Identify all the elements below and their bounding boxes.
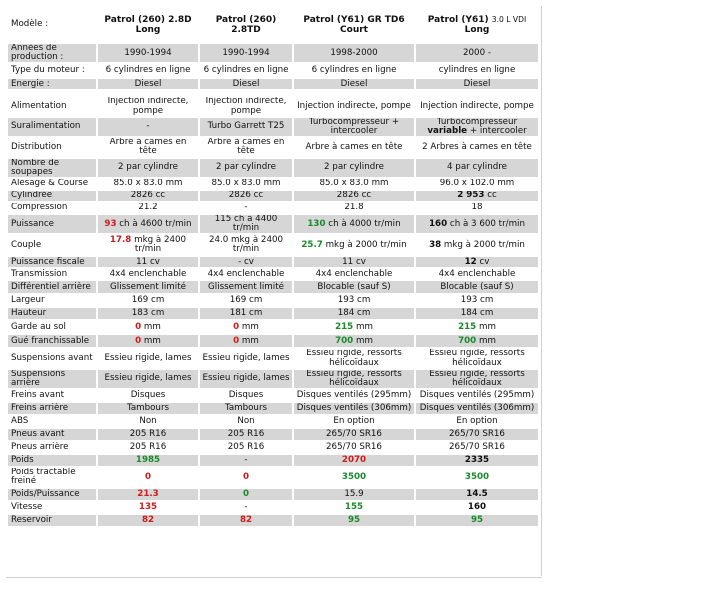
model-sub: Court: [340, 25, 368, 35]
value-text: mm: [239, 321, 259, 332]
spec-value: 2 par cylindre: [294, 159, 414, 177]
spec-label: Différentiel arrière: [8, 281, 96, 293]
highlight-value: 2335: [464, 455, 490, 466]
spec-row: [8, 455, 538, 466]
model-4-header: [416, 8, 538, 42]
highlight-value: 0: [233, 321, 240, 332]
spec-value: Tambours: [98, 403, 198, 414]
spec-value: Diesel: [200, 79, 292, 89]
spec-value: 4x4 enclenchable: [416, 269, 538, 279]
value-text: cv: [476, 257, 490, 267]
model-name: Patrol (260): [215, 15, 277, 25]
header-label: Modèle :: [8, 8, 96, 42]
spec-value: Injection indirecte, pompe: [294, 97, 414, 115]
spec-row: [8, 390, 538, 401]
spec-value: [416, 321, 538, 333]
model-name: Patrol (Y61): [427, 15, 489, 25]
spec-value: [98, 321, 198, 333]
spec-row: [8, 191, 538, 201]
spec-value: -: [98, 118, 198, 136]
spec-value: 205 R16: [98, 442, 198, 453]
spec-value: [416, 335, 538, 347]
highlight-value: 160: [467, 501, 487, 512]
spec-value: Non: [200, 416, 292, 427]
spec-label: Transmission: [8, 269, 96, 279]
spec-label: Largeur: [8, 295, 96, 306]
highlight-value: 0: [135, 335, 142, 346]
spec-value: Essieu rigide, ressorts hélicoïdaux: [294, 370, 414, 388]
spec-value: Disques ventilés (306mm): [294, 403, 414, 414]
value-text: ch à 4600 tr/min: [116, 218, 192, 229]
spec-value: [200, 321, 292, 333]
spec-value: [200, 335, 292, 347]
spec-row: [8, 489, 538, 500]
spec-value: [416, 502, 538, 513]
highlight-value: 95: [470, 514, 484, 525]
highlight-value: -: [244, 501, 248, 512]
highlight-value: 25.7: [301, 239, 323, 250]
spec-value: 2000 -: [416, 44, 538, 62]
spec-label: Garde au sol: [8, 321, 96, 333]
highlight-value: 3500: [341, 471, 367, 482]
highlight-value: 95: [347, 514, 361, 525]
spec-row: [8, 468, 538, 486]
highlight-value: 21.3: [137, 488, 159, 499]
spec-value: 2826 cc: [294, 191, 414, 201]
spec-value: Non: [98, 416, 198, 427]
spec-label: Hauteur: [8, 308, 96, 319]
highlight-value: 3500: [464, 471, 490, 482]
model-spec: GR TD6: [367, 15, 405, 25]
spec-label: Puissance fiscale: [8, 257, 96, 267]
spec-value: - cv: [200, 257, 292, 267]
spec-value: [416, 191, 538, 201]
spec-label: Poids: [8, 455, 96, 466]
spec-value: 2826 cc: [98, 191, 198, 201]
spec-label: Freins arrière: [8, 403, 96, 414]
spec-row: [8, 335, 538, 347]
spec-value: 15.9: [294, 489, 414, 500]
spec-value: 2 par cylindre: [200, 159, 292, 177]
spec-value: Tambours: [200, 403, 292, 414]
highlight-value: 700: [335, 335, 354, 346]
spec-value: 4x4 enclenchable: [200, 269, 292, 279]
spec-value: Diesel: [416, 79, 538, 89]
spec-value: Arbre à cames en tête: [294, 138, 414, 156]
spec-label: Vitesse: [8, 502, 96, 513]
highlight-value: variable: [427, 126, 468, 137]
spec-value: 265/70 SR16: [294, 442, 414, 453]
spec-value: Arbre à cames en tête: [200, 138, 292, 156]
spec-value: Essieu rigide, lames: [98, 370, 198, 388]
model-spec: 2.8D: [168, 15, 192, 25]
spec-value: 4x4 enclenchable: [294, 269, 414, 279]
spec-value: [416, 118, 538, 136]
spec-value: 1990-1994: [98, 44, 198, 62]
spec-value: [294, 321, 414, 333]
spec-label: Alimentation: [8, 97, 96, 115]
spec-value: Essieu rigide, ressorts hélicoïdaux: [416, 370, 538, 388]
spec-value: 4 par cylindre: [416, 159, 538, 177]
comparison-table: [6, 6, 540, 528]
spec-value: Turbocompresseur + intercooler: [294, 118, 414, 136]
spec-label: Reservoir: [8, 515, 96, 526]
spec-sheet: [6, 6, 540, 576]
model-spec: 3.0 L VDI: [491, 15, 527, 24]
highlight-value: 155: [344, 501, 364, 512]
spec-value: 6 cylindres en ligne: [294, 64, 414, 77]
spec-value: Essieu rigide, lames: [200, 370, 292, 388]
spec-label: Compression: [8, 203, 96, 213]
spec-label: Poids/Puissance: [8, 489, 96, 500]
highlight-value: 0: [144, 471, 152, 482]
highlight-value: 0: [242, 471, 250, 482]
spec-value: [416, 489, 538, 500]
spec-value: 265/70 SR16: [416, 429, 538, 440]
spec-row: [8, 235, 538, 255]
spec-value: 11 cv: [98, 257, 198, 267]
model-sub: Long: [135, 25, 161, 35]
spec-value: 265/70 SR16: [294, 429, 414, 440]
value-text: mm: [141, 335, 161, 346]
spec-row: [8, 97, 538, 115]
spec-label: Pneus arrière: [8, 442, 96, 453]
spec-value: 115 ch à 4400 tr/min: [200, 215, 292, 233]
highlight-value: 17.8: [109, 235, 132, 246]
highlight-value: 0: [242, 488, 250, 499]
spec-row: [8, 159, 538, 177]
model-name: Patrol (260): [104, 15, 166, 25]
spec-row: [8, 215, 538, 233]
spec-value: 2 par cylindre: [98, 159, 198, 177]
spec-value: 85.0 x 83.0 mm: [98, 179, 198, 189]
spec-value: Disques: [98, 390, 198, 401]
spec-value: [98, 335, 198, 347]
spec-value: 2826 cc: [200, 191, 292, 201]
comparison-body: [8, 8, 538, 526]
sheet-right-border: [541, 6, 542, 576]
spec-value: 265/70 SR16: [416, 442, 538, 453]
highlight-value: 14.5: [466, 488, 488, 499]
spec-value: [200, 489, 292, 500]
spec-value: [200, 468, 292, 486]
spec-value: Glissement limité: [200, 281, 292, 293]
spec-value: 205 R16: [98, 429, 198, 440]
spec-value: [294, 215, 414, 233]
spec-row: [8, 64, 538, 77]
spec-value: 184 cm: [294, 308, 414, 319]
spec-label: Distribution: [8, 138, 96, 156]
spec-value: [416, 468, 538, 486]
spec-value: [98, 468, 198, 486]
spec-row: [8, 349, 538, 367]
spec-value: cylindres en ligne: [416, 64, 538, 77]
spec-value: Essieu rigide, ressorts hélicoïdaux: [294, 349, 414, 367]
spec-row: [8, 370, 538, 388]
spec-row: [8, 44, 538, 62]
spec-value: Injection indirecte, pompe: [416, 97, 538, 115]
spec-value: Blocable (sauf S): [294, 281, 414, 293]
spec-value: 193 cm: [416, 295, 538, 306]
spec-value: 193 cm: [294, 295, 414, 306]
highlight-value: 2070: [341, 455, 367, 466]
model-3-header: [294, 8, 414, 42]
model-name: Patrol (Y61): [303, 15, 365, 25]
spec-value: [416, 455, 538, 466]
spec-row: [8, 502, 538, 513]
highlight-value: 215: [458, 321, 477, 332]
spec-row: [8, 79, 538, 89]
spec-row: [8, 403, 538, 414]
spec-value: 4x4 enclenchable: [98, 269, 198, 279]
highlight-value: 215: [335, 321, 354, 332]
value-text: + intercooler: [467, 126, 527, 137]
spacer-cell: [8, 91, 538, 95]
spec-value: 85.0 x 83.0 mm: [294, 179, 414, 189]
spec-row: [8, 442, 538, 453]
spec-label: ABS: [8, 416, 96, 427]
spec-value: Arbre à cames en tête: [98, 138, 198, 156]
spec-value: [416, 215, 538, 233]
spec-value: [294, 468, 414, 486]
spec-label: Couple: [8, 235, 96, 255]
value-text: ch à 3 600 tr/min: [447, 218, 525, 229]
spec-row: [8, 308, 538, 319]
spec-value: [294, 502, 414, 513]
spec-label: Alésage & Course: [8, 179, 96, 189]
highlight-value: 0: [135, 321, 142, 332]
spec-value: [294, 335, 414, 347]
spec-value: 24.0 mkg à 2400 tr/min: [200, 235, 292, 255]
spec-label: Suralimentation: [8, 118, 96, 136]
spec-value: 183 cm: [98, 308, 198, 319]
spec-value: Blocable (sauf S): [416, 281, 538, 293]
spec-value: Essieu rigide, lames: [200, 349, 292, 367]
spec-value: [416, 515, 538, 526]
value-text: mm: [476, 335, 496, 346]
spec-value: 205 R16: [200, 429, 292, 440]
spec-value: En option: [294, 416, 414, 427]
value-text: mm: [353, 335, 373, 346]
spec-value: Essieu rigide, ressorts hélicoïdaux: [416, 349, 538, 367]
value-text: mm: [476, 321, 496, 332]
spec-value: [98, 502, 198, 513]
spec-value: [294, 455, 414, 466]
spec-value: [294, 235, 414, 255]
spec-value: Diesel: [294, 79, 414, 89]
spec-value: 1990-1994: [200, 44, 292, 62]
spec-value: [416, 257, 538, 267]
spec-value: 169 cm: [200, 295, 292, 306]
spec-value: 184 cm: [416, 308, 538, 319]
spec-value: [98, 235, 198, 255]
spec-value: 6 cylindres en ligne: [200, 64, 292, 77]
spec-label: Pneus avant: [8, 429, 96, 440]
spec-value: [98, 515, 198, 526]
spec-row: [8, 295, 538, 306]
spec-value: [200, 502, 292, 513]
spec-row: [8, 257, 538, 267]
highlight-value: 2 953: [457, 191, 485, 201]
spec-label: Années de production :: [8, 44, 96, 62]
value-text: mm: [239, 335, 259, 346]
spec-value: 2 Arbres à cames en tête: [416, 138, 538, 156]
spec-value: 1998-2000: [294, 44, 414, 62]
spec-value: Turbo Garrett T25: [200, 118, 292, 136]
spec-row: [8, 138, 538, 156]
spec-row: [8, 269, 538, 279]
spec-label: Puissance: [8, 215, 96, 233]
value-text: mm: [353, 321, 373, 332]
spec-row: [8, 321, 538, 333]
spec-value: Disques ventilés (295mm): [294, 390, 414, 401]
value-text: Turbocompresseur: [436, 117, 518, 127]
highlight-value: -: [244, 455, 248, 466]
spec-value: 21.8: [294, 203, 414, 213]
spec-row: [8, 429, 538, 440]
spec-value: Glissement limité: [98, 281, 198, 293]
model-2-header: [200, 8, 292, 42]
spec-value: Disques: [200, 390, 292, 401]
sheet-bottom-border: [6, 577, 542, 578]
highlight-value: 93: [104, 218, 117, 229]
spec-label: Nombre de soupapes: [8, 159, 96, 177]
spec-value: 205 R16: [200, 442, 292, 453]
header-row: [8, 8, 538, 42]
spec-value: En option: [416, 416, 538, 427]
highlight-value: 135: [138, 501, 158, 512]
spec-label: Suspensions arrière: [8, 370, 96, 388]
spec-value: [416, 235, 538, 255]
model-sub: Long: [464, 25, 490, 35]
spec-value: Diesel: [98, 79, 198, 89]
highlight-value: 38: [429, 239, 442, 250]
spec-value: 6 cylindres en ligne: [98, 64, 198, 77]
value-text: mkg à 2000 tr/min: [441, 239, 525, 250]
spec-value: [200, 515, 292, 526]
spec-value: [98, 489, 198, 500]
spec-value: [200, 455, 292, 466]
value-text: mm: [141, 321, 161, 332]
spec-label: Gué franchissable: [8, 335, 96, 347]
highlight-value: 12: [464, 257, 477, 267]
value-text: mkg à 2000 tr/min: [322, 239, 407, 250]
spec-label: Cylindrée: [8, 191, 96, 201]
spec-value: Injection indirecte, pompe: [200, 97, 292, 115]
model-spec: 2.8TD: [231, 25, 261, 35]
spec-label: Poids tractable freiné: [8, 468, 96, 486]
spec-value: -: [200, 203, 292, 213]
spec-row: [8, 416, 538, 427]
spec-value: Injection indirecte, pompe: [98, 97, 198, 115]
spec-row: [8, 118, 538, 136]
highlight-value: 160: [429, 218, 448, 229]
row-spacer: [8, 91, 538, 95]
spec-value: 18: [416, 203, 538, 213]
highlight-value: 0: [233, 335, 240, 346]
highlight-value: 1985: [135, 455, 161, 466]
spec-row: [8, 515, 538, 526]
spec-value: 21.2: [98, 203, 198, 213]
spec-value: Essieu rigide, lames: [98, 349, 198, 367]
spec-value: 169 cm: [98, 295, 198, 306]
highlight-value: 82: [239, 514, 253, 525]
spec-value: 85.0 x 83.0 mm: [200, 179, 292, 189]
spec-value: 96.0 x 102.0 mm: [416, 179, 538, 189]
spec-value: [98, 455, 198, 466]
spec-label: Suspensions avant: [8, 349, 96, 367]
spec-label: Energie :: [8, 79, 96, 89]
value-text: mkg à 2400 tr/min: [131, 235, 187, 255]
spec-value: 181 cm: [200, 308, 292, 319]
spec-row: [8, 179, 538, 189]
highlight-value: 700: [458, 335, 477, 346]
highlight-value: 82: [141, 514, 155, 525]
spec-value: Disques ventilés (306mm): [416, 403, 538, 414]
spec-row: [8, 281, 538, 293]
spec-value: [294, 515, 414, 526]
spec-label: Freins avant: [8, 390, 96, 401]
highlight-value: 130: [307, 218, 326, 229]
value-text: ch à 4000 tr/min: [325, 218, 401, 229]
spec-row: [8, 203, 538, 213]
spec-label: Type du moteur :: [8, 64, 96, 77]
spec-value: 11 cv: [294, 257, 414, 267]
spec-value: [98, 215, 198, 233]
spec-value: Disques ventilés (295mm): [416, 390, 538, 401]
model-1-header: [98, 8, 198, 42]
value-text: cc: [484, 191, 497, 201]
